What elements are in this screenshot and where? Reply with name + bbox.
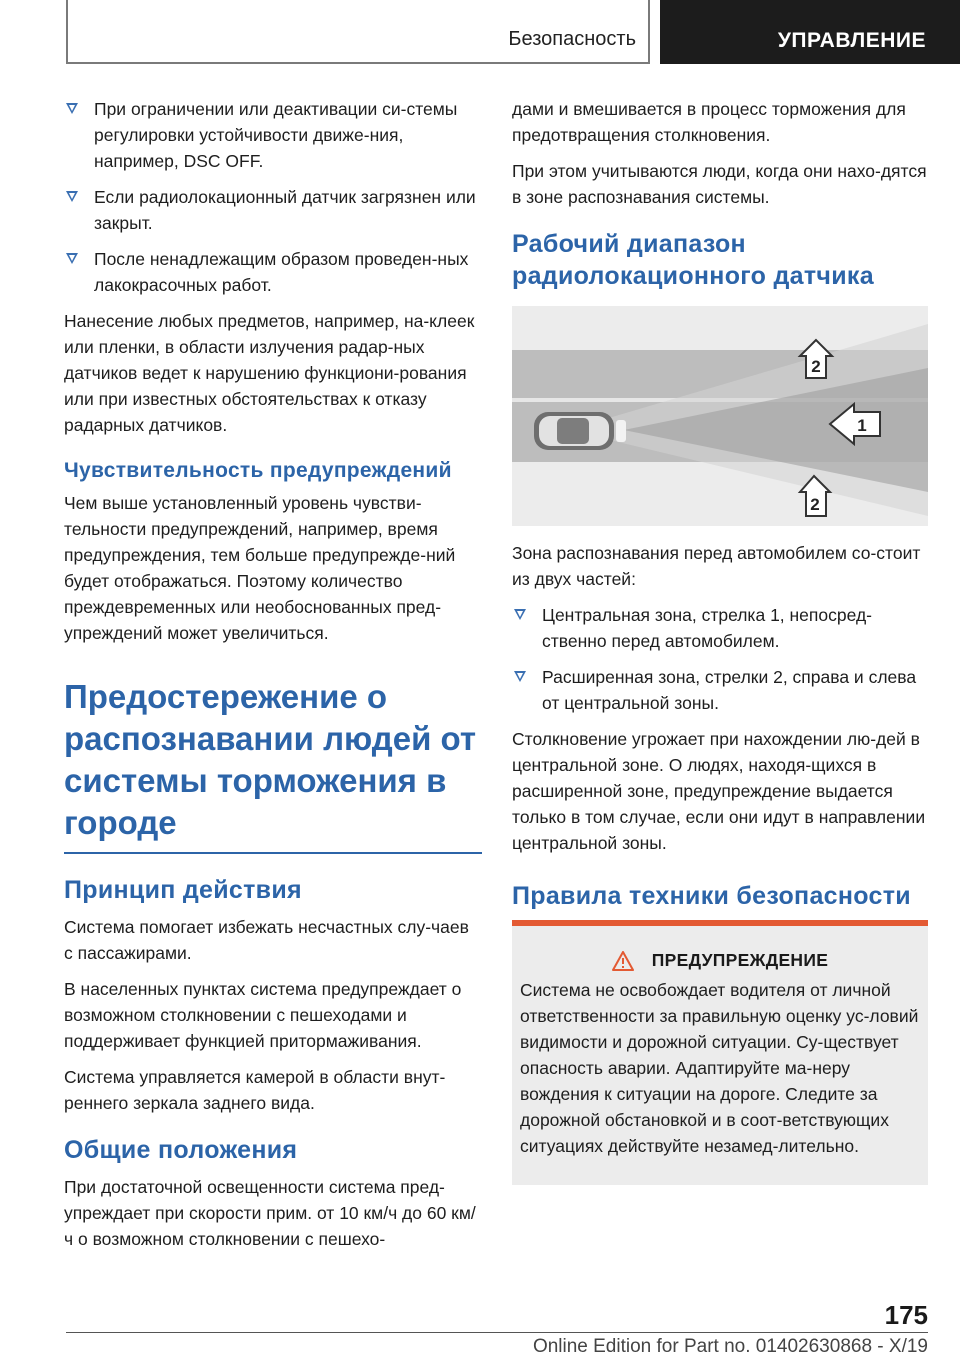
warning-title-row [520, 950, 920, 971]
arrow-label: 2 [810, 495, 820, 514]
heading-principle: Принцип действия [64, 876, 302, 904]
paragraph-collision: Столкновение угрожает при нахождении лю-дей в центральной зоне. О людях, находя-щихся в расширенной зоне, предупреждение выдается только в том случае, если они идут в направлении центральной зоны. [512, 729, 926, 853]
page-number: 175 [884, 1300, 928, 1330]
radar-range-figure [512, 306, 928, 526]
list-item: При ограничении или деактивации си-стемы регулировки устойчивости движе-ния, например, DSC OFF. [64, 96, 482, 174]
warning-box [512, 926, 928, 1185]
heading-general: Общие положения [64, 1136, 298, 1164]
arrow-label: 2 [811, 357, 821, 376]
paragraph-principle-2: В населенных пунктах система предупреждает о возможном столкновении с пешеходами и поддерживает функцией притормаживания. [64, 979, 462, 1051]
list-item: Расширенная зона, стрелки 2, справа и слева от центральной зоны. [512, 664, 928, 716]
heading-divider [64, 852, 482, 854]
heading-radar-range: Рабочий диапазон радиолокационного датчика [512, 230, 874, 290]
footer-edition: Online Edition for Part no. 01402630868 - X/19 [532, 1336, 928, 1357]
footer-divider [66, 1332, 928, 1333]
paragraph-people: При этом учитываются люди, когда они нахо-дятся в зоне распознавания системы. [512, 161, 927, 207]
bullet-triangle-icon [66, 103, 78, 114]
arrow-label: 1 [857, 416, 867, 435]
paragraph-general: При достаточной освещенности система пред-упреждает при скорости прим. от 10 км/ч до 60 км/ч о возможном столкновении с пешехо- [64, 1177, 476, 1249]
left-column [64, 96, 482, 1262]
list-item: Если радиолокационный датчик загрязнен или закрыт. [64, 184, 482, 236]
warning-text: Система не освобождает водителя от личной ответственности за правильную оценку ус-ловий видимости и дорожной ситуации. Су-ществует опасность аварии. Адаптируйте ма-неру вождения к ситуации на дороге. Следите за дорожной обстановкой и в соот-ветствующих ситуациях действуйте незамед-лительно. [520, 980, 919, 1156]
paragraph-radar: Нанесение любых предметов, например, на-клеек или пленки, в области излучения радар-ных датчиков ведет к нарушению функциони-рования или при известных обстоятельствах к отказу радарных датчиков. [64, 311, 475, 435]
list-item: После ненадлежащим образом проведен-ных лакокрасочных работ. [64, 246, 482, 298]
heading-sensitivity: Чувствительность предупреждений [64, 459, 452, 482]
bullet-triangle-icon [66, 253, 78, 264]
heading-safety: Правила техники безопасности [512, 882, 911, 910]
paragraph-principle-1: Система помогает избежать несчастных слу-чаев с пассажирами. [64, 917, 469, 963]
paragraph-zone: Зона распознавания перед автомобилем со-стоит из двух частей: [512, 543, 921, 589]
zone-list [512, 602, 928, 716]
header-chapter-tab: УПРАВЛЕНИЕ [660, 0, 960, 64]
paragraph-principle-3: Система управляется камерой в области внут-реннего зеркала заднего вида. [64, 1067, 446, 1113]
header-section-title: Безопасность [508, 28, 636, 50]
right-column [512, 96, 928, 1185]
bullet-triangle-icon [514, 609, 526, 620]
heading-main: Предостережение о распознавании людей от системы торможения в городе [64, 678, 477, 841]
radar-range-illustration [512, 306, 928, 526]
paragraph-sensitivity: Чем выше установленный уровень чувстви-тельности предупреждений, например, время предупреждения, тем больше предупрежде-ний будет отображаться. Поэтому количество преждевременных или необоснованных пред-упреждений может увеличиться. [64, 493, 456, 643]
limitations-list [64, 96, 482, 298]
paragraph-continuation: дами и вмешивается в процесс торможения для предотвращения столкновения. [512, 99, 906, 145]
warning-triangle-icon [612, 951, 634, 971]
bullet-triangle-icon [66, 191, 78, 202]
bullet-triangle-icon [514, 671, 526, 682]
list-item: Центральная зона, стрелка 1, непосред-ственно перед автомобилем. [512, 602, 928, 654]
warning-title: ПРЕДУПРЕЖДЕНИЕ [651, 950, 829, 970]
